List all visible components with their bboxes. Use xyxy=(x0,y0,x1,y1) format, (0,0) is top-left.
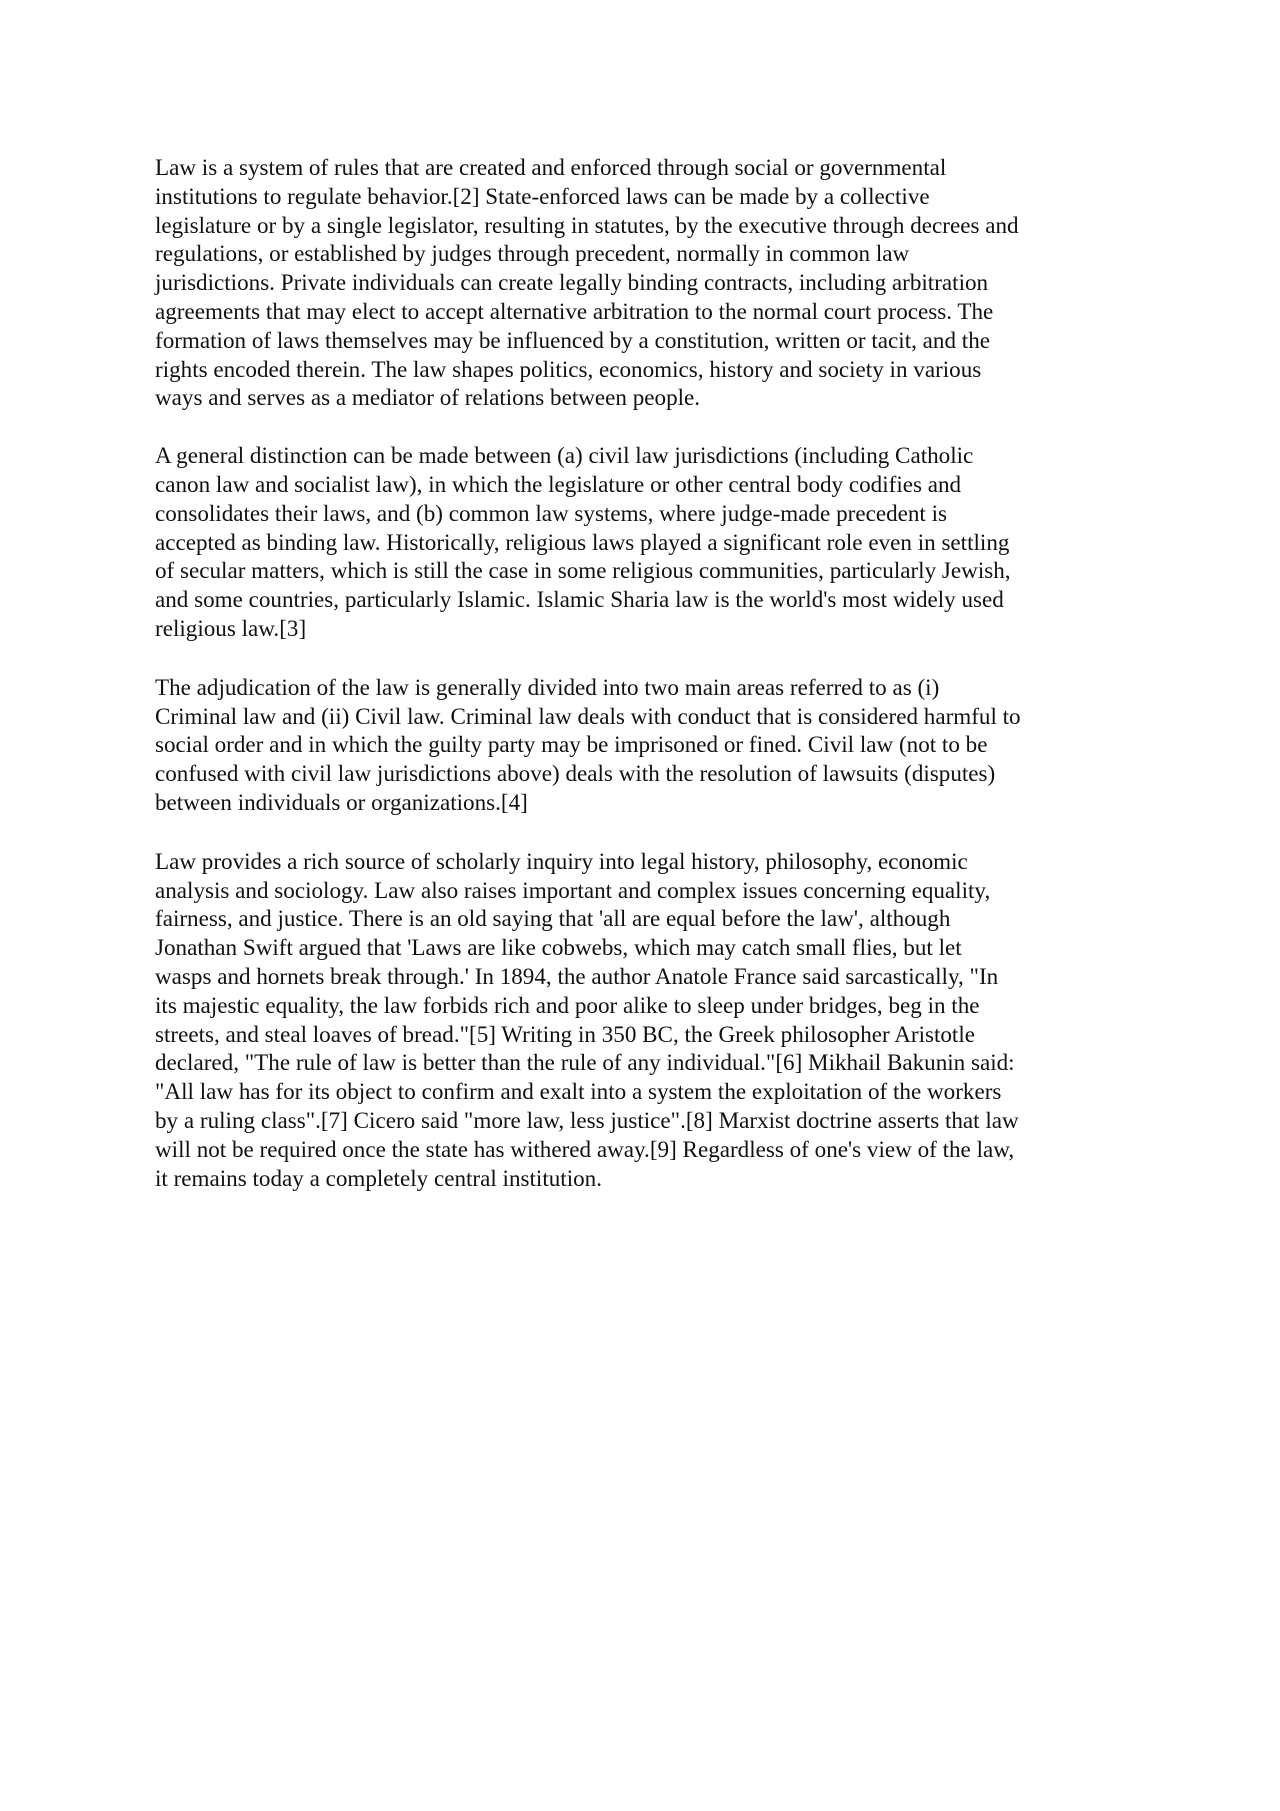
text-line: Jonathan Swift argued that 'Laws are like cobwebs, which may catch small flies, but let xyxy=(155,934,962,961)
text-line: religious law.[3] xyxy=(155,614,307,641)
paragraph-3 xyxy=(155,673,1140,817)
text-line: formation of laws themselves may be influenced by a constitution, written or tacit, and the xyxy=(155,326,990,353)
text-line: declared, "The rule of law is better than the rule of any individual."[6] Mikhail Bakunin said: xyxy=(155,1049,1015,1076)
document-body xyxy=(155,153,1140,1221)
text-line: Criminal law and (ii) Civil law. Criminal law deals with conduct that is considered harmful to xyxy=(155,702,1021,729)
text-line: will not be required once the state has withered away.[9] Regardless of one's view of the law, xyxy=(155,1135,1015,1162)
text-line: "All law has for its object to confirm and exalt into a system the exploitation of the workers xyxy=(155,1078,1002,1105)
text-line: confused with civil law jurisdictions above) deals with the resolution of lawsuits (disputes) xyxy=(155,760,996,787)
text-line: its majestic equality, the law forbids rich and poor alike to sleep under bridges, beg in the xyxy=(155,991,980,1018)
text-line: fairness, and justice. There is an old saying that 'all are equal before the law', although xyxy=(155,905,951,932)
paragraph-1 xyxy=(155,153,1140,412)
text-line: consolidates their laws, and (b) common law systems, where judge-made precedent is xyxy=(155,499,948,526)
text-line: social order and in which the guilty party may be imprisoned or fined. Civil law (not to be xyxy=(155,731,988,758)
text-line: agreements that may elect to accept alternative arbitration to the normal court process. The xyxy=(155,297,994,324)
text-line: and some countries, particularly Islamic. Islamic Sharia law is the world's most widely used xyxy=(155,586,1004,613)
text-line: A general distinction can be made between (a) civil law jurisdictions (including Catholic xyxy=(155,442,974,469)
text-line: rights encoded therein. The law shapes politics, economics, history and society in various xyxy=(155,355,982,382)
text-line: Law is a system of rules that are created and enforced through social or governmental xyxy=(155,154,947,180)
text-line: accepted as binding law. Historically, religious laws played a significant role even in settling xyxy=(155,528,1010,555)
text-line: regulations, or established by judges through precedent, normally in common law xyxy=(155,240,910,267)
text-line: of secular matters, which is still the case in some religious communities, particularly Jewish, xyxy=(155,557,1011,584)
text-line: legislature or by a single legislator, resulting in statutes, by the executive through decrees and xyxy=(155,211,1019,238)
text-line: by a ruling class".[7] Cicero said "more law, less justice".[8] Marxist doctrine asserts that law xyxy=(155,1106,1019,1133)
text-line: it remains today a completely central institution. xyxy=(155,1164,603,1191)
text-line: streets, and steal loaves of bread."[5] Writing in 350 BC, the Greek philosopher Aristotle xyxy=(155,1020,976,1047)
text-line: jurisdictions. Private individuals can create legally binding contracts, including arbitration xyxy=(155,269,989,296)
text-line: analysis and sociology. Law also raises important and complex issues concerning equality, xyxy=(155,876,991,903)
text-line: between individuals or organizations.[4] xyxy=(155,788,528,815)
text-line: Law provides a rich source of scholarly inquiry into legal history, philosophy, economic xyxy=(155,847,968,874)
paragraph-4 xyxy=(155,847,1140,1193)
text-line: institutions to regulate behavior.[2] State-enforced laws can be made by a collective xyxy=(155,182,930,209)
text-line: wasps and hornets break through.' In 1894, the author Anatole France said sarcastically, "In xyxy=(155,962,999,989)
text-line: canon law and socialist law), in which the legislature or other central body codifies and xyxy=(155,470,962,497)
text-line: The adjudication of the law is generally divided into two main areas referred to as (i) xyxy=(155,673,940,700)
text-line: ways and serves as a mediator of relations between people. xyxy=(155,384,701,411)
paragraph-2 xyxy=(155,441,1140,643)
